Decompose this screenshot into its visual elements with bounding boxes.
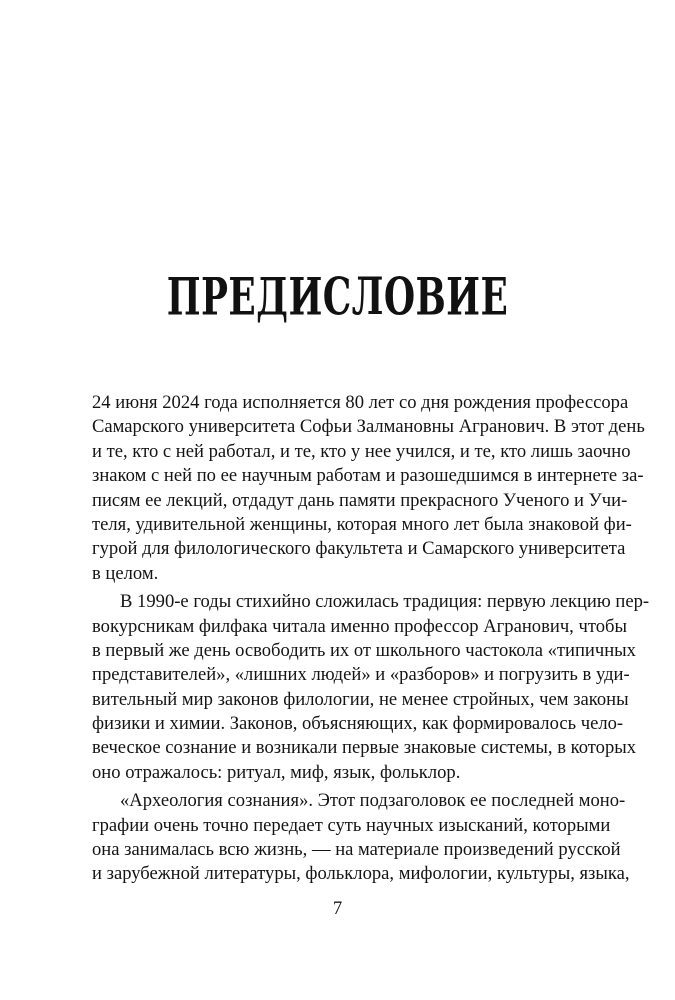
- text-line: вительный мир законов филологии, не менее стройных, чем законы: [92, 688, 629, 710]
- paragraph-1: [92, 391, 645, 586]
- text-line: вокурсникам филфака читала именно профессор Агранович, чтобы: [92, 615, 627, 637]
- body-text: [92, 391, 650, 887]
- text-line: писям ее лекций, отдадут дань памяти прекрасного Ученого и Учи-: [92, 489, 628, 511]
- text-line: и те, кто с ней работал, и те, кто у нее учился, и те, кто лишь заочно: [92, 440, 631, 462]
- text-line: представителей», «лишних людей» и «разборов» и погрузить в уди-: [92, 664, 630, 686]
- text-line: в первый же день освободить их от школьного частокола «типичных: [92, 639, 636, 661]
- text-line: «Археология сознания». Этот подзаголовок ее последней моно-: [120, 790, 626, 812]
- text-line: 24 июня 2024 года исполняется 80 лет со дня рождения профессора: [92, 392, 629, 413]
- paragraph-3: [92, 789, 630, 887]
- chapter-title: ПРЕДИСЛОВИЕ: [166, 266, 509, 328]
- text-line: В 1990-е годы стихийно сложилась традиция: первую лекцию пер-: [120, 591, 650, 613]
- paragraph-2: [92, 590, 650, 785]
- text-line: теля, удивительной женщины, которая много лет была знаковой фи-: [92, 513, 632, 535]
- text-line: в целом.: [92, 562, 159, 584]
- text-line: физики и химии. Законов, объясняющих, как формировалось чело-: [92, 713, 624, 735]
- text-line: оно отражалось: ритуал, миф, язык, фольклор.: [92, 761, 461, 783]
- page-number: 7: [332, 898, 343, 919]
- text-line: гурой для филологического факультета и Самарского университета: [92, 538, 626, 560]
- text-line: и зарубежной литературы, фольклора, мифологии, культуры, языка,: [92, 863, 630, 885]
- text-line: Самарского университета Софьи Залмановны Агранович. В этот день: [92, 416, 645, 438]
- text-line: она занималась всю жизнь, — на материале произведений русской: [92, 839, 621, 861]
- text-line: графии очень точно передает суть научных изысканий, которыми: [92, 814, 611, 836]
- text-line: знаком с ней по ее научным работам и разошедшимся в интернете за-: [92, 465, 644, 487]
- text-line: веческое сознание и возникали первые знаковые системы, в которых: [92, 737, 637, 759]
